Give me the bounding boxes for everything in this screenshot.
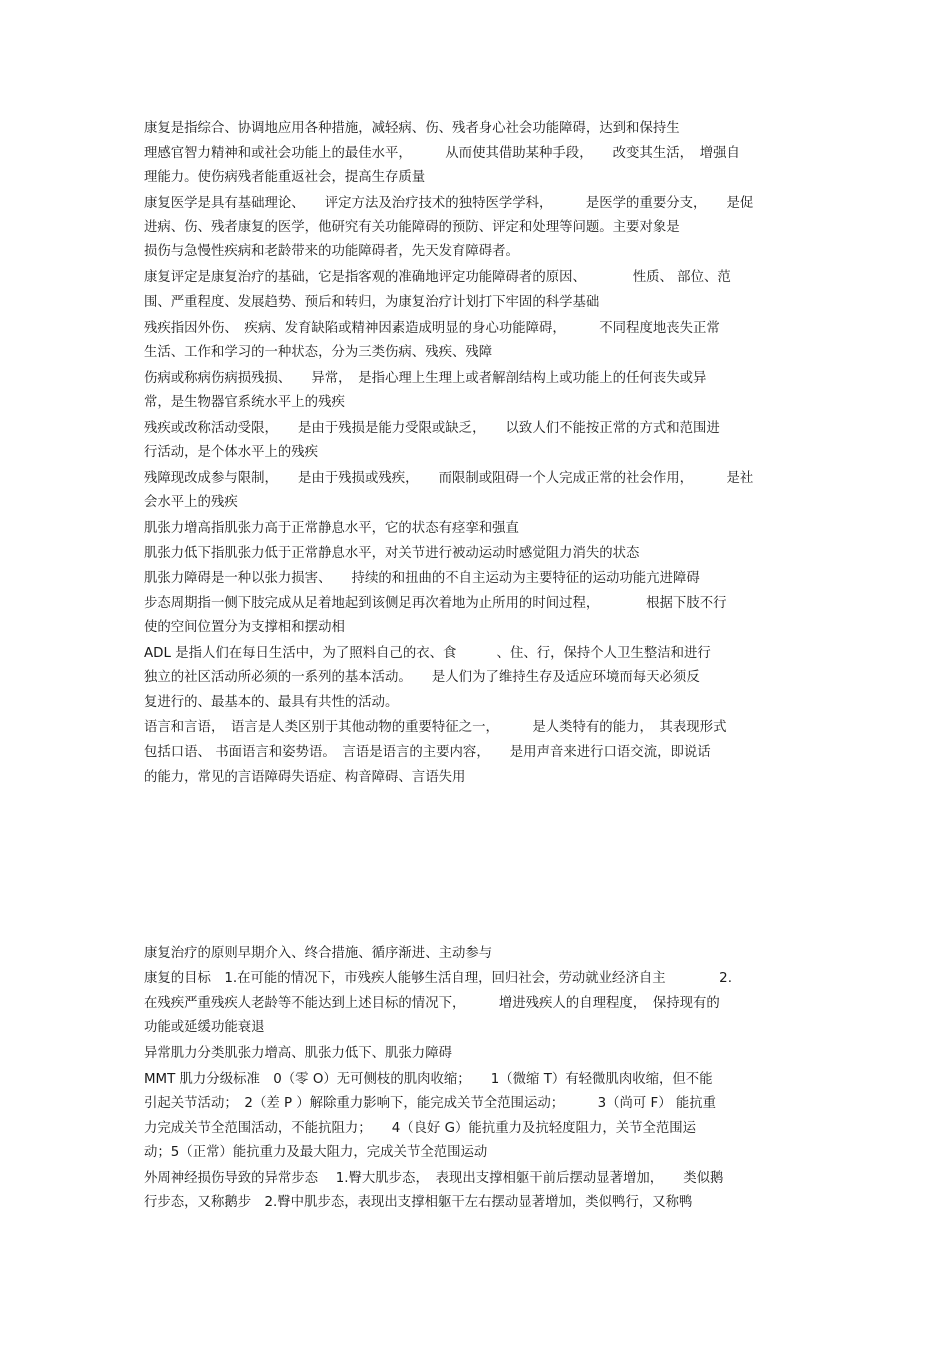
text-line: 损伤与急慢性疾病和老龄带来的功能障碍者，先天发育障碍者。: [144, 244, 519, 259]
text-line: 使的空间位置分为支撑相和摆动相: [144, 620, 345, 635]
text-line: 肌张力增高指肌张力高于正常静息水平，它的状态有痉挛和强直: [144, 521, 519, 536]
text-line: 肌张力障碍是一种以张力损害、 持续的和扭曲的不自主运动为主要特征的运动功能亢进障碍: [144, 571, 700, 586]
text-line: 力完成关节全范围活动，不能抗阻力； 4（良好 G）能抗重力及抗轻度阻力，关节全范围运: [144, 1121, 697, 1136]
text-line: 动；5（正常）能抗重力及最大阻力，完成关节全范围运动: [144, 1145, 488, 1160]
text-line: 康复评定是康复治疗的基础，它是指客观的准确地评定功能障碍者的原因、 性质、 部位、范: [144, 270, 731, 285]
text-line: 康复治疗的原则早期介入、终合措施、循序渐进、主动参与: [144, 946, 493, 961]
text-line: 残疾或改称活动受限， 是由于残损是能力受限或缺乏， 以致人们不能按正常的方式和范围进: [144, 421, 720, 436]
text-line: 会水平上的残疾: [144, 495, 238, 510]
text-line: 语言和言语， 语言是人类区别于其他动物的重要特征之一， 是人类特有的能力， 其表现形式: [144, 720, 727, 735]
text-line: 理感官智力精神和或社会功能上的最佳水平， 从而使其借助某种手段， 改变其生活， 增强自: [144, 146, 740, 161]
text-line: MMT 肌力分级标准 0（零 O）无可侧枝的肌肉收缩； 1（微缩 T）有轻微肌肉收缩，但不能: [144, 1072, 713, 1087]
text-line: 康复的目标 1.在可能的情况下，市残疾人能够生活自理，回归社会，劳动就业经济自主 2.: [144, 971, 732, 986]
text-line: 理能力。使伤病残者能重返社会，提高生存质量: [144, 170, 426, 185]
text-line: 异常肌力分类肌张力增高、肌张力低下、肌张力障碍: [144, 1046, 452, 1061]
text-line: 伤病或称病伤病损残损、 异常， 是指心理上生理上或者解剖结构上或功能上的任何丧失或异: [144, 371, 707, 386]
text-line: 复进行的、最基本的、最具有共性的活动。: [144, 695, 399, 710]
text-line: 步态周期指一侧下肢完成从足着地起到该侧足再次着地为止所用的时间过程， 根据下肢不行: [144, 596, 727, 611]
text-line: 康复是指综合、协调地应用各种措施，减轻病、伤、残者身心社会功能障碍，达到和保持生: [144, 121, 680, 136]
text-line: 行活动，是个体水平上的残疾: [144, 445, 319, 460]
text-line: 肌张力低下指肌张力低于正常静息水平，对关节进行被动运动时感觉阻力消失的状态: [144, 546, 640, 561]
text-line: 围、严重程度、发展趋势、预后和转归，为康复治疗计划打下牢固的科学基础: [144, 295, 600, 310]
text-line: 康复医学是具有基础理论、 评定方法及治疗技术的独特医学学科， 是医学的重要分支， 是促: [144, 196, 754, 211]
text-line: 进病、伤、残者康复的医学，他研究有关功能障碍的预防、评定和处理等问题。主要对象是: [144, 220, 680, 235]
text-line: 独立的社区活动所必须的一系列的基本活动。 是人们为了维持生存及适应环境而每天必须反: [144, 670, 700, 685]
text-line: 外周神经损伤导致的异常步态 1.臀大肌步态， 表现出支撑相躯干前后摆动显著增加， 类似鹅: [144, 1171, 724, 1186]
text-line: 常，是生物器官系统水平上的残疾: [144, 395, 345, 410]
text-line: 在残疾严重残疾人老龄等不能达到上述目标的情况下， 增进残疾人的自理程度， 保持现有的: [144, 996, 720, 1011]
text-line: 功能或延缓功能衰退: [144, 1020, 265, 1035]
text-line: 残疾指因外伤、 疾病、发育缺陷或精神因素造成明显的身心功能障碍， 不同程度地丧失正常: [144, 321, 720, 336]
text-line: 残障现改成参与限制， 是由于残损或残疾， 而限制或阻碍一个人完成正常的社会作用， 是社: [144, 471, 754, 486]
text-line: 生活、工作和学习的一种状态，分为三类伤病、残疾、残障: [144, 345, 493, 360]
text-line: ADL 是指人们在每日生活中，为了照料自己的衣、食 、住、行，保持个人卫生整洁和进行: [144, 646, 711, 661]
text-line: 的能力，常见的言语障碍失语症、构音障碍、言语失用: [144, 770, 466, 785]
text-line: 行步态，又称鹅步 2.臀中肌步态，表现出支撑相躯干左右摆动显著增加，类似鸭行，又称鸭: [144, 1195, 693, 1210]
text-line: 引起关节活动； 2（差 P ）解除重力影响下，能完成关节全范围运动； 3（尚可 F） 能抗重: [144, 1096, 717, 1111]
text-line: 包括口语、 书面语言和姿势语。 言语是语言的主要内容， 是用声音来进行口语交流，即说话: [144, 745, 711, 760]
